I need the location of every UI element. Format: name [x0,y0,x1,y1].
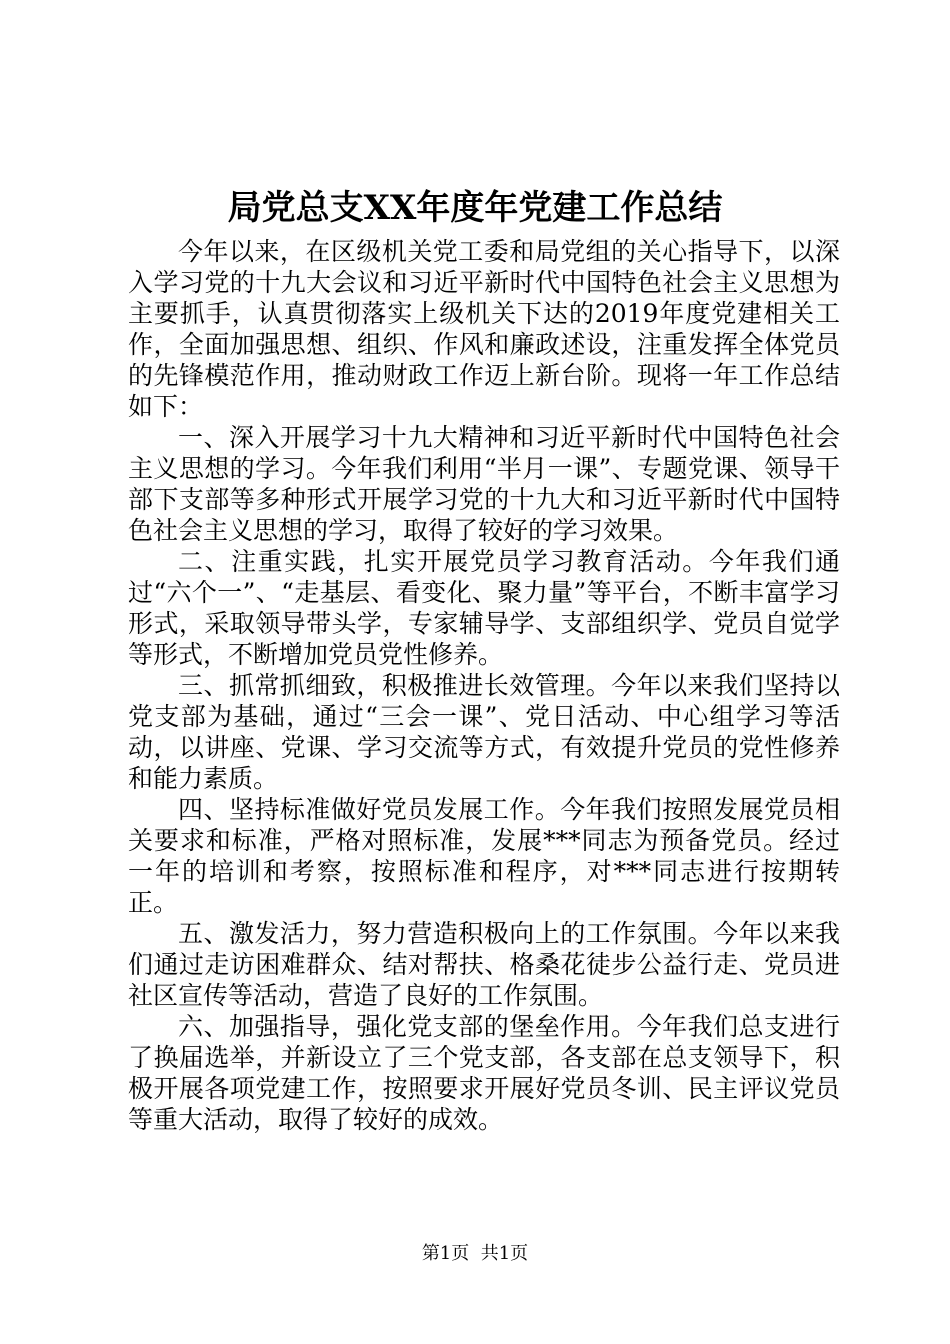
paragraph-intro: 今年以来，在区级机关党工委和局党组的关心指导下，以深入学习党的十九大会议和习近平新时代中国特色社会主义思想为主要抓手，认真贯彻落实上级机关下达的2019年度党建相关工作，全面加强思想、组织、作风和廉政述设，注重发挥全体党员的先锋模范作用，推动财政工作迈上新台阶。现将一年工作总结如下： [128,237,840,421]
paragraph-section-4: 四、坚持标准做好党员发展工作。今年我们按照发展党员相关要求和标准，严格对照标准，发展***同志为预备党员。经过一年的培训和考察，按照标准和程序，对***同志进行按期转正。 [128,795,840,917]
paragraph-section-2: 二、注重实践，扎实开展党员学习教育活动。今年我们通过“六个一”、“走基层、看变化、聚力量”等平台，不断丰富学习形式，采取领导带头学，专家辅导学、支部组织学、党员自觉学等形式，不断增加党员党性修养。 [128,547,840,669]
paragraph-section-1: 一、深入开展学习十九大精神和习近平新时代中国特色社会主义思想的学习。今年我们利用“半月一课”、专题党课、领导干部下支部等多种形式开展学习党的十九大和习近平新时代中国特色社会主义思想的学习，取得了较好的学习效果。 [128,423,840,545]
document-body [128,236,840,1135]
document-title: 局党总支XX年度年党建工作总结 [227,188,723,228]
paragraph-section-5: 五、激发活力，努力营造积极向上的工作氛围。今年以来我们通过走访困难群众、结对帮扶、格桑花徒步公益行走、党员进社区宣传等活动，营造了良好的工作氛围。 [128,919,840,1010]
paragraph-section-6: 六、加强指导，强化党支部的堡垒作用。今年我们总支进行了换届选举，并新设立了三个党支部，各支部在总支领导下，积极开展各项党建工作，按照要求开展好党员冬训、民主评议党员等重大活动，取得了较好的成效。 [128,1012,840,1134]
page-footer: 第1页 共1页 [421,1243,529,1264]
paragraph-section-3: 三、抓常抓细致，积极推进长效管理。今年以来我们坚持以党支部为基础，通过“三会一课”、党日活动、中心组学习等活动，以讲座、党课、学习交流等方式，有效提升党员的党性修养和能力素质。 [128,671,840,793]
